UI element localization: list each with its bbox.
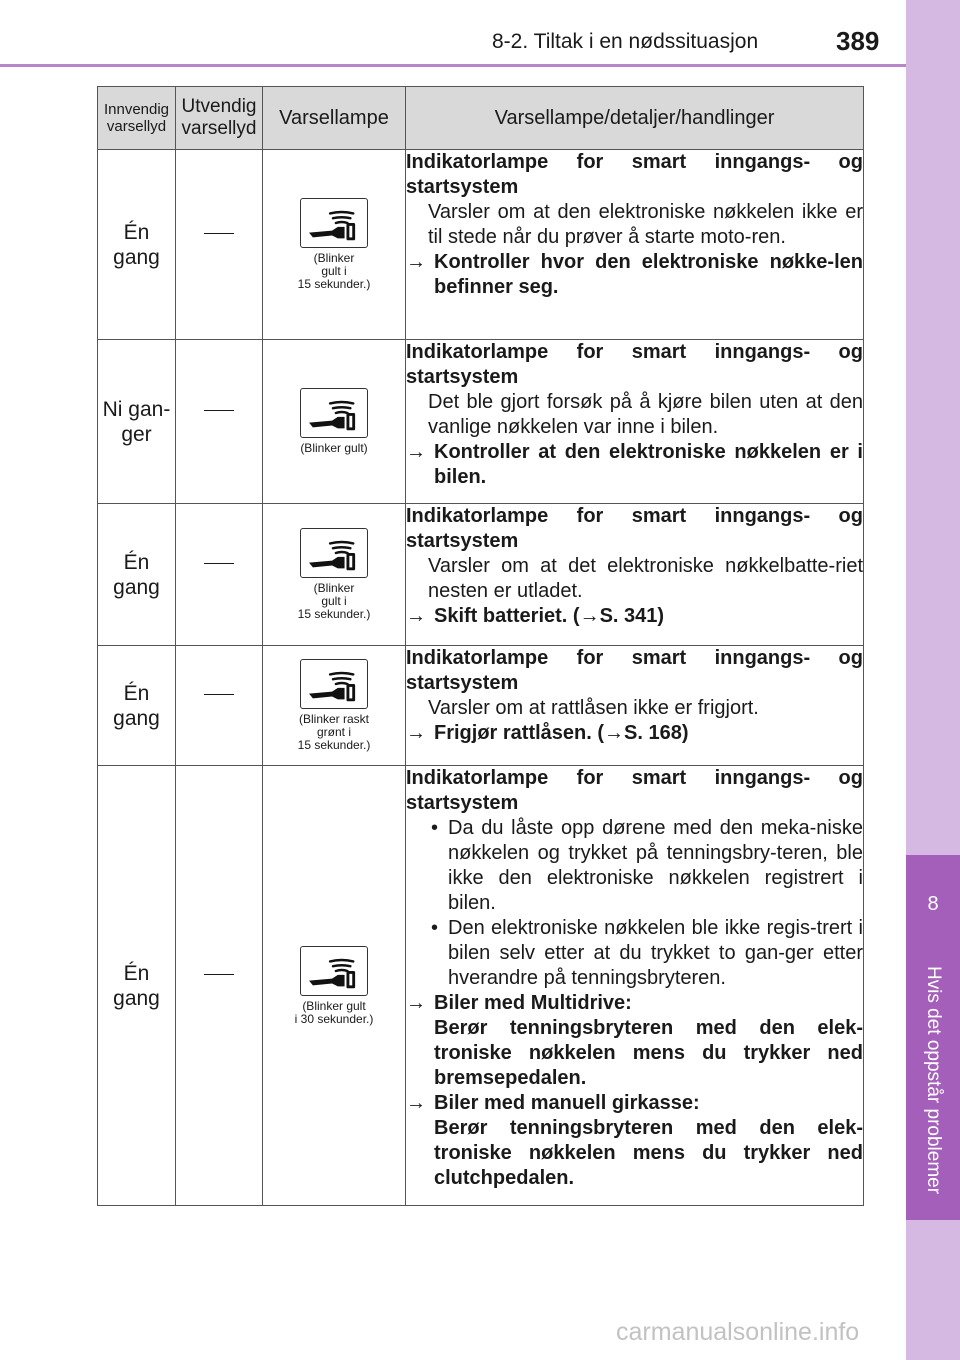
arrow-icon: → bbox=[406, 441, 426, 463]
warning-lamp-cell bbox=[263, 766, 406, 1206]
header-warning-lamp: Varsellampe bbox=[263, 87, 406, 150]
action-item: → Skift batteriet. (→S. 341) bbox=[406, 605, 665, 627]
smart-key-indicator-icon bbox=[300, 659, 368, 709]
detail-title: Indikatorlampe for smart inngangs- og startsystem bbox=[406, 767, 863, 814]
details-cell bbox=[406, 646, 864, 766]
dash-mark bbox=[204, 410, 234, 411]
action-item: → Biler med Multidrive: Berør tenningsbryteren med den elek-troniske nøkkelen mens du trykker ned bremsepedalen. bbox=[406, 992, 863, 1089]
internal-buzzer-cell: Én gang bbox=[98, 504, 176, 646]
header-details: Varsellampe/detaljer/handlinger bbox=[406, 87, 864, 150]
smart-key-indicator-icon bbox=[300, 528, 368, 578]
warning-lamp-cell bbox=[263, 504, 406, 646]
detail-text: Varsler om at rattlåsen ikke er frigjort. bbox=[428, 697, 759, 719]
smart-key-indicator-icon bbox=[300, 946, 368, 996]
action-item: → Kontroller at den elektroniske nøkkelen er i bilen. bbox=[406, 441, 863, 488]
action-item: → Kontroller hvor den elektroniske nøkke-len befinner seg. bbox=[406, 251, 863, 298]
header-divider bbox=[0, 64, 906, 67]
table-row bbox=[98, 766, 864, 1206]
action-item: → Biler med manuell girkasse: Berør tenningsbryteren med den elek-troniske nøkkelen mens du trykker ned clutchpedalen. bbox=[406, 1092, 863, 1189]
table-row bbox=[98, 504, 864, 646]
detail-title: Indikatorlampe for smart inngangs- og startsystem bbox=[406, 151, 863, 198]
details-cell bbox=[406, 766, 864, 1206]
external-buzzer-cell bbox=[176, 150, 263, 340]
table-header-row bbox=[98, 87, 864, 150]
lamp-caption: (Blinker gult i 15 sekunder.) bbox=[297, 251, 371, 291]
detail-title: Indikatorlampe for smart inngangs- og startsystem bbox=[406, 647, 863, 694]
details-cell bbox=[406, 504, 864, 646]
lamp-caption: (Blinker gult i 30 sekunder.) bbox=[294, 998, 374, 1026]
action-subtext: Berør tenningsbryteren med den elek-troniske nøkkelen mens du trykker ned clutchpedalen. bbox=[434, 1117, 863, 1189]
external-buzzer-cell bbox=[176, 766, 263, 1206]
details-cell bbox=[406, 340, 864, 504]
header-external-buzzer: Utvendig varsellyd bbox=[176, 87, 263, 150]
lamp-caption: (Blinker raskt grønt i 15 sekunder.) bbox=[297, 712, 371, 752]
detail-text: Varsler om at den elektroniske nøkkelen ikke er til stede når du prøver å starte moto-ren. bbox=[428, 201, 863, 248]
warning-table bbox=[97, 86, 864, 1206]
warning-lamp-cell bbox=[263, 340, 406, 504]
external-buzzer-cell bbox=[176, 504, 263, 646]
external-buzzer-cell bbox=[176, 646, 263, 766]
smart-key-indicator-icon bbox=[300, 388, 368, 438]
table-row bbox=[98, 646, 864, 766]
chapter-title: Hvis det oppstår problemer bbox=[923, 965, 944, 1195]
dash-mark bbox=[204, 563, 234, 564]
dash-mark bbox=[204, 694, 234, 695]
section-title: 8-2. Tiltak i en nødssituasjon bbox=[492, 30, 759, 53]
internal-buzzer-cell: Ni gan-ger bbox=[98, 340, 176, 504]
page-number: 389 bbox=[836, 26, 880, 56]
lamp-caption: (Blinker gult) bbox=[300, 441, 368, 455]
dash-mark bbox=[204, 974, 234, 975]
internal-buzzer-cell: Én gang bbox=[98, 150, 176, 340]
external-buzzer-cell bbox=[176, 340, 263, 504]
detail-title: Indikatorlampe for smart inngangs- og startsystem bbox=[406, 505, 863, 552]
table-row bbox=[98, 340, 864, 504]
detail-bullet: • Da du låste opp dørene med den meka-niske nøkkelen og trykket på tenningsbry-teren, ble ikke den elektroniske nøkkelen registrert i bilen. bbox=[431, 817, 863, 914]
arrow-icon: → bbox=[406, 251, 426, 273]
detail-text: Det ble gjort forsøk på å kjøre bilen uten at den vanlige nøkkelen var inne i bilen. bbox=[428, 391, 863, 438]
action-subtext: Berør tenningsbryteren med den elek-troniske nøkkelen mens du trykker ned bremsepedalen. bbox=[434, 1017, 863, 1089]
arrow-icon: → bbox=[406, 1092, 426, 1114]
dash-mark bbox=[204, 233, 234, 234]
detail-text: Varsler om at det elektroniske nøkkelbatte-riet nesten er utladet. bbox=[428, 555, 863, 602]
warning-lamp-cell bbox=[263, 150, 406, 340]
arrow-icon: → bbox=[406, 722, 426, 744]
lamp-caption: (Blinker gult i 15 sekunder.) bbox=[297, 581, 371, 621]
action-item: → Frigjør rattlåsen. (→S. 168) bbox=[406, 722, 689, 744]
arrow-icon: → bbox=[406, 605, 426, 627]
warning-lamp-cell bbox=[263, 646, 406, 766]
header-internal-buzzer: Innvendig varsellyd bbox=[98, 87, 176, 150]
detail-title: Indikatorlampe for smart inngangs- og startsystem bbox=[406, 341, 863, 388]
internal-buzzer-cell: Én gang bbox=[98, 646, 176, 766]
internal-buzzer-cell: Én gang bbox=[98, 766, 176, 1206]
table-row bbox=[98, 150, 864, 340]
details-cell bbox=[406, 150, 864, 340]
arrow-icon: → bbox=[406, 992, 426, 1014]
chapter-number: 8 bbox=[927, 893, 939, 915]
detail-bullet: • Den elektroniske nøkkelen ble ikke regis-trert i bilen selv etter at du trykket to gan-ger etter hverandre på tenningsbryteren. bbox=[431, 917, 863, 989]
watermark: carmanualsonline.info bbox=[616, 1318, 860, 1346]
smart-key-indicator-icon bbox=[300, 198, 368, 248]
